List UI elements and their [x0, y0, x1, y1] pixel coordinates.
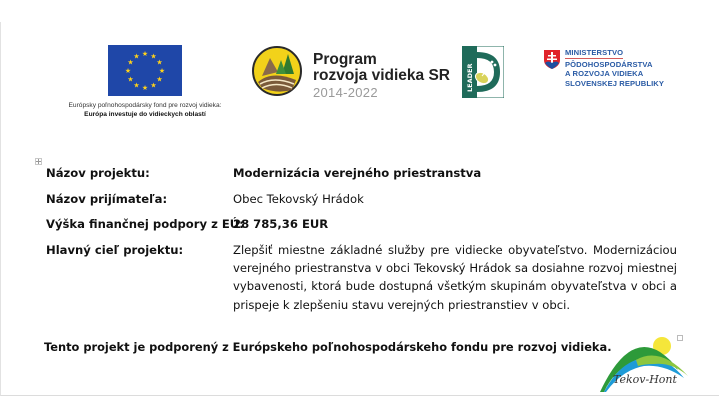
eu-flag-icon [108, 45, 182, 96]
svg-text:★: ★ [133, 82, 140, 90]
svg-text:★: ★ [141, 85, 149, 92]
svg-text:★: ★ [156, 76, 163, 84]
svg-text:LEADER: LEADER [466, 63, 474, 92]
main-goal-label: Hlavný cieľ projektu: [46, 242, 184, 257]
eu-support-label: Výška finančnej podpory z EÚ: [46, 217, 244, 231]
prv-title [313, 52, 450, 84]
slovak-coat-of-arms-icon [544, 50, 560, 69]
prv-title-line1: Program [313, 51, 377, 68]
tekov-hont-label: Tekov-Hont [613, 373, 677, 386]
project-info-table [46, 166, 677, 312]
ministry-name [565, 48, 664, 88]
project-name-value: Modernizácia verejného priestranstva [233, 166, 482, 180]
svg-text:★: ★ [127, 59, 134, 67]
eu-caption-line2: Európa investuje do vidieckych oblastí [84, 111, 206, 118]
ministry-line3: A ROZVOJA VIDIEKA [565, 69, 644, 79]
eu-support-value: 28 785,36 EUR [233, 217, 329, 231]
svg-text:★: ★ [158, 68, 166, 75]
svg-text:★: ★ [141, 51, 149, 58]
leader-logo-icon [462, 46, 504, 98]
ministry-line2: PÔDOHOSPODÁRSTVA [565, 59, 653, 69]
recipient-label: Názov prijímateľa: [46, 191, 168, 206]
recipient-value: Obec Tekovský Hrádok [233, 191, 364, 206]
table-row [46, 242, 677, 312]
table-row [46, 192, 676, 218]
prv-title-line2: rozvoja vidieka SR [313, 67, 450, 84]
table-move-handle-icon[interactable] [35, 158, 42, 165]
main-goal-value: Zlepšiť miestne základné služby pre vidiecke obyvateľstvo. Modernizáciou verejného priestranstva v obci Tekovský Hrádok sa dosiahne rozvoj miestnej vybavenosti, ktorá bude dostupná všetkým skupinám obyvateľstva v obci a prispeje k zlepšeniu stavu verejných priestranstiev v obci. [233, 242, 677, 312]
svg-text:★: ★ [156, 59, 163, 67]
eu-caption [40, 101, 250, 119]
resize-handle-icon[interactable] [677, 335, 683, 341]
eu-caption-line1: Európsky poľnohospodársky fond pre rozvoj vidieka: [68, 102, 222, 109]
table-row [46, 166, 676, 192]
prv-landscape-emblem-icon [252, 46, 302, 96]
svg-text:★: ★ [124, 68, 132, 75]
table-row [46, 217, 676, 243]
project-name-label: Názov projektu: [46, 166, 150, 180]
svg-text:★: ★ [150, 82, 157, 90]
svg-text:★: ★ [127, 76, 134, 84]
funding-statement: Tento projekt je podporený z Európskeho poľnohospodárskeho fondu pre rozvoj vidieka. [44, 340, 612, 354]
svg-text:★: ★ [133, 53, 140, 61]
prv-years: 2014-2022 [313, 85, 378, 100]
ministry-line4: SLOVENSKEJ REPUBLIKY [565, 78, 665, 88]
svg-text:★: ★ [150, 53, 157, 61]
ministry-line1: MINISTERSTVO [565, 48, 624, 57]
